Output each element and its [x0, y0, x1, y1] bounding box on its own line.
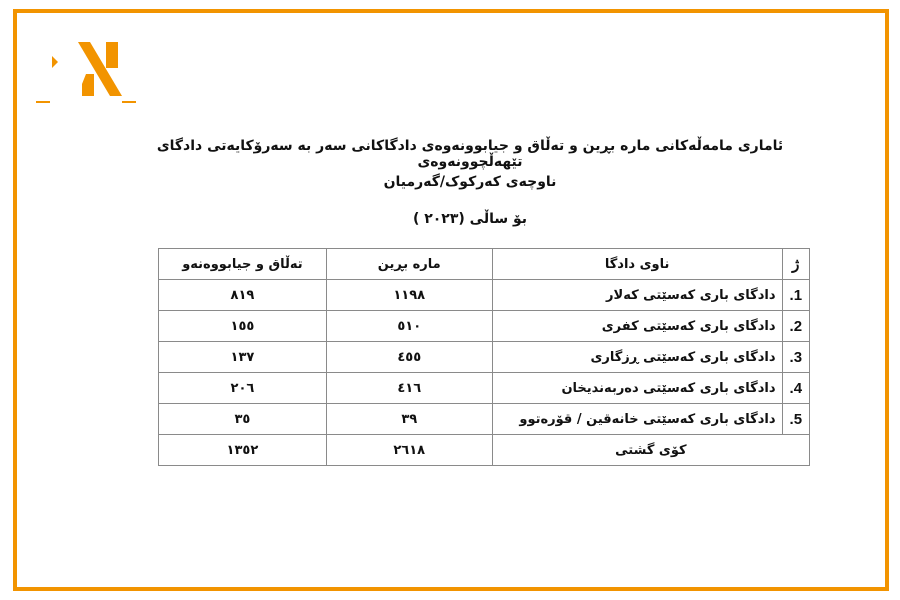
- table-row: [159, 311, 810, 342]
- header-marriage: مارە بڕین: [326, 249, 492, 280]
- header-divorce: تەڵاق و جیابووەنەو: [159, 249, 327, 280]
- row-number: 5.: [782, 404, 809, 435]
- table-row: [159, 342, 810, 373]
- row-divorce-count: ١٥٥: [159, 311, 327, 342]
- row-divorce-count: ٢٠٦: [159, 373, 327, 404]
- total-label: کۆی گشتی: [492, 435, 809, 466]
- row-divorce-count: ٨١٩: [159, 280, 327, 311]
- row-marriage-count: ٥١٠: [326, 311, 492, 342]
- header-court-name: ناوی دادگا: [492, 249, 782, 280]
- table-row: [159, 280, 810, 311]
- row-marriage-count: ٣٩: [326, 404, 492, 435]
- row-court-name: دادگای باری کەسێتی کەلار: [492, 280, 782, 311]
- row-number: 4.: [782, 373, 809, 404]
- row-divorce-count: ١٣٧: [159, 342, 327, 373]
- row-court-name: دادگای باری کەسێتی خانەقین / قۆرەتوو: [492, 404, 782, 435]
- row-number: 3.: [782, 342, 809, 373]
- total-marriage-count: ٢٦١٨: [326, 435, 492, 466]
- statistics-table: [158, 248, 810, 466]
- table-total-row: [159, 435, 810, 466]
- row-number: 2.: [782, 311, 809, 342]
- row-divorce-count: ٣٥: [159, 404, 327, 435]
- table-row: [159, 373, 810, 404]
- header-number: ژ: [782, 249, 809, 280]
- row-court-name: دادگای باری کەسێتی دەربەندیخان: [492, 373, 782, 404]
- document-subtitle: ناوچەی کەرکوک/گەرمیان: [383, 174, 557, 190]
- row-number: 1.: [782, 280, 809, 311]
- brand-logo-icon: [34, 34, 138, 106]
- table-header-row: [159, 249, 810, 280]
- row-court-name: دادگای باری کەسێتی کفری: [492, 311, 782, 342]
- total-divorce-count: ١٣٥٢: [159, 435, 327, 466]
- document-title: ئاماری مامەڵەکانی مارە بڕین و تەڵاق و جیابوونەوەی دادگاکانی سەر بە سەرۆکایەتی دادگای تێهەڵچوونەوەی: [156, 138, 784, 170]
- row-marriage-count: ٤٥٥: [326, 342, 492, 373]
- row-court-name: دادگای باری کەسێتی ڕزگاری: [492, 342, 782, 373]
- table-row: [159, 404, 810, 435]
- row-marriage-count: ٤١٦: [326, 373, 492, 404]
- row-marriage-count: ١١٩٨: [326, 280, 492, 311]
- year-label: بۆ ساڵی (٢٠٢٣ ): [412, 211, 528, 227]
